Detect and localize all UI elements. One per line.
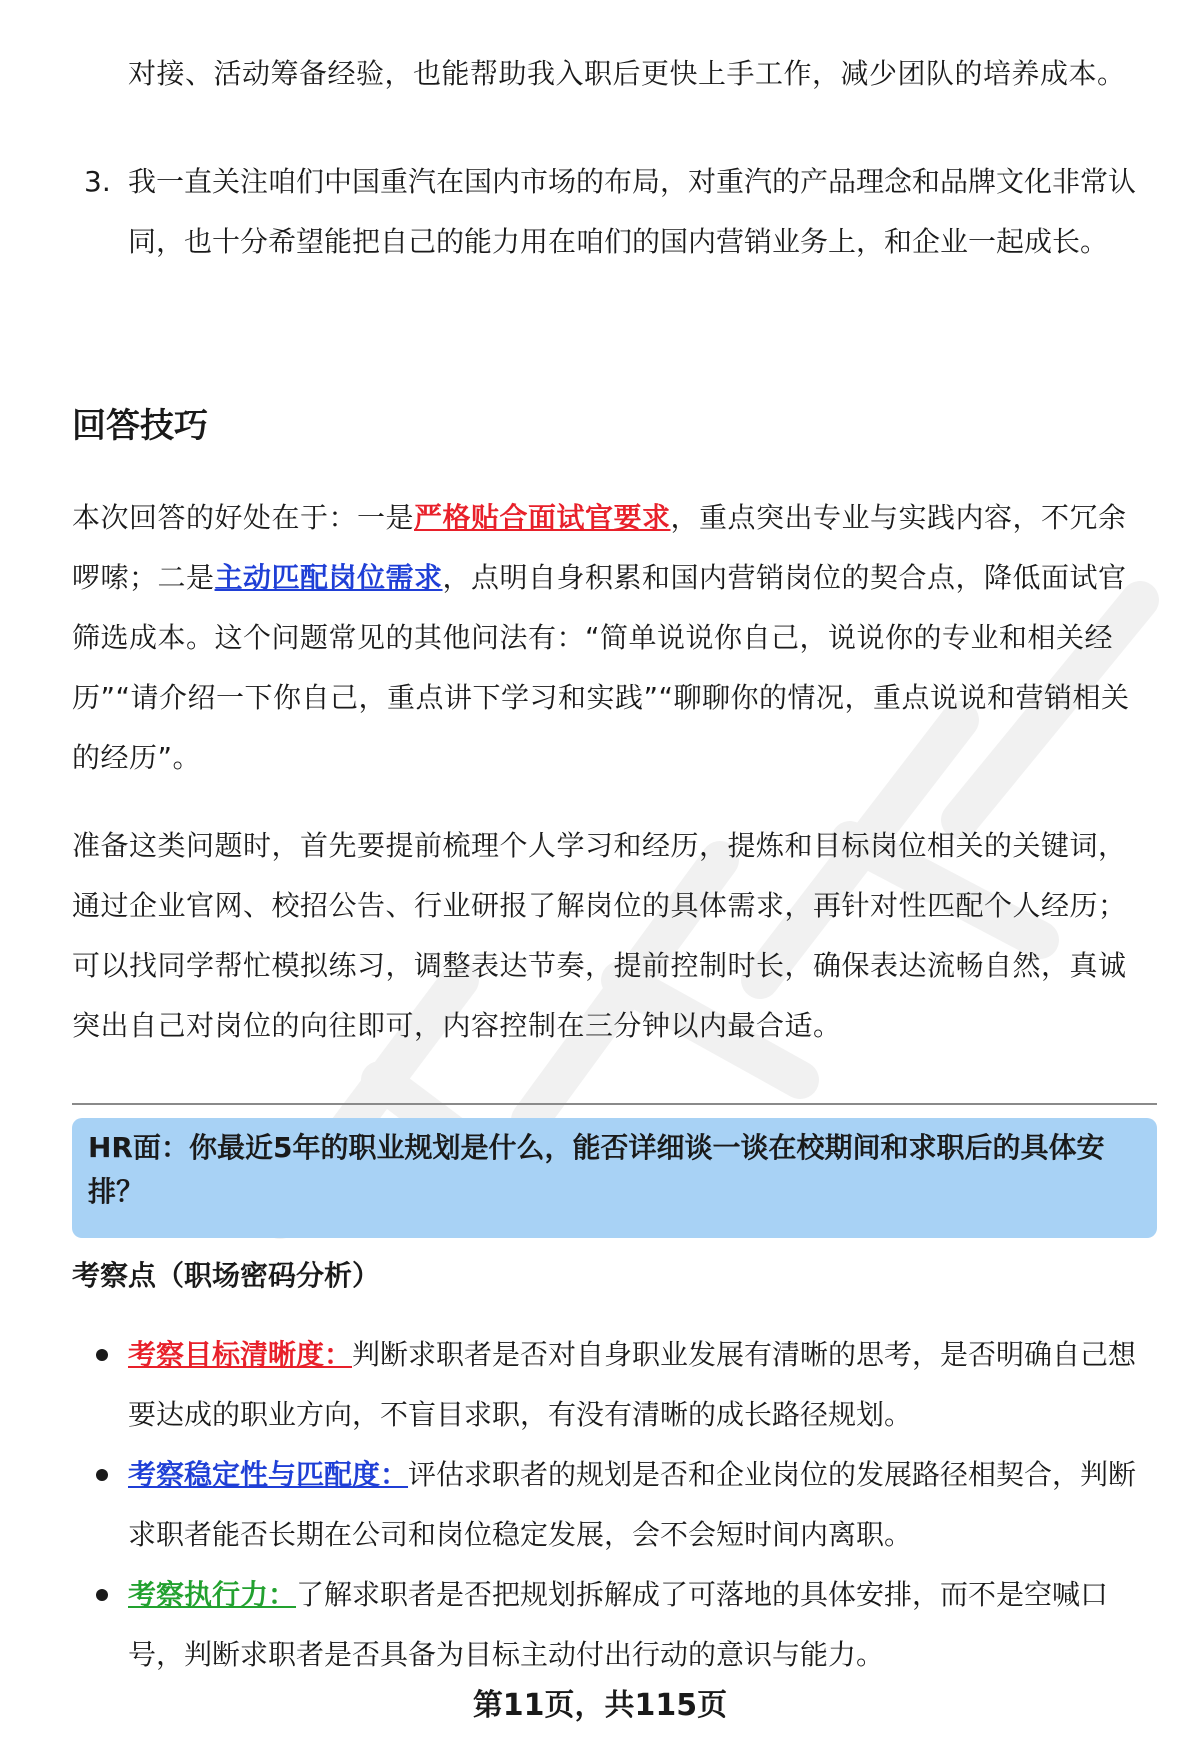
analysis-item-clarity [96, 1325, 1146, 1445]
tips-text: ，点明自身积累和国内营销岗位的契合点，降低面试官筛选成本。这个问题常见的其他问法有：“简单说说你自己，说说你的专业和相关经历”“请介绍一下你自己，重点讲下学习和实践”“聊聊你的情况，重点说说和营销相关的经历”。 [72, 561, 1130, 774]
analysis-item-body: 判断求职者是否对自身职业发展有清晰的思考，是否明确自己想要达成的职业方向，不盲目求职，有没有清晰的成长路径规划。 [128, 1338, 1137, 1431]
analysis-item-execution [96, 1565, 1146, 1685]
bullet-dot-icon [96, 1469, 108, 1481]
tips-heading: 回答技巧 [72, 406, 208, 446]
page-number-footer: 第11页，共115页 [472, 1688, 728, 1723]
question-box [72, 1118, 1157, 1238]
bullet-dot-icon [96, 1349, 108, 1361]
analysis-item-body: 评估求职者的规划是否和企业岗位的发展路径相契合，判断求职者能否长期在公司和岗位稳定发展，会不会短时间内离职。 [128, 1458, 1137, 1551]
tips-paragraph-2: 准备这类问题时，首先要提前梳理个人学习和经历，提炼和目标岗位相关的关键词，通过企业官网、校招公告、行业研报了解岗位的具体需求，再针对性匹配个人经历；可以找同学帮忙模拟练习，调整表达节奏，提前控制时长，确保表达流畅自然，真诚突出自己对岗位的向往即可，内容控制在三分钟以内最合适。 [72, 829, 1127, 1042]
highlight-strict-fit: 严格贴合面试官要求 [414, 501, 671, 534]
analysis-item-stability [96, 1445, 1146, 1565]
tips-paragraph-1 [72, 488, 1147, 788]
tips-text: ，重点突出专业与实践内容，不冗余啰嗦；二是 [72, 501, 1127, 594]
analysis-item-text [128, 1445, 1146, 1565]
analysis-item-text [128, 1325, 1146, 1445]
analysis-item-body: 了解求职者是否把规划拆解成了可落地的具体安排，而不是空喊口号，判断求职者是否具备为目标主动付出行动的意识与能力。 [128, 1578, 1109, 1671]
analysis-heading: 考察点（职场密码分析） [72, 1259, 381, 1292]
list-item-text: 我一直关注咱们中国重汽在国内市场的布局，对重汽的产品理念和品牌文化非常认同，也十分希望能把自己的能力用在咱们的国内营销业务上，和企业一起成长。 [128, 165, 1137, 258]
list-item-3 [84, 152, 1144, 332]
list-item-2-continuation: 对接、活动筹备经验，也能帮助我入职后更快上手工作，减少团队的培养成本。 [128, 57, 1126, 90]
section-divider [72, 1103, 1157, 1105]
analysis-item-label: 考察稳定性与匹配度： [128, 1458, 409, 1491]
analysis-item-text [128, 1565, 1146, 1685]
list-number: 3. [84, 165, 111, 198]
bullet-dot-icon [96, 1589, 108, 1601]
highlight-match-needs: 主动匹配岗位需求 [214, 561, 443, 594]
analysis-item-label: 考察执行力： [128, 1578, 297, 1611]
analysis-item-label: 考察目标清晰度： [128, 1338, 353, 1371]
tips-text: 本次回答的好处在于：一是 [72, 501, 415, 534]
question-text: HR面：你最近5年的职业规划是什么，能否详细谈一谈在校期间和求职后的具体安排？ [88, 1131, 1105, 1208]
